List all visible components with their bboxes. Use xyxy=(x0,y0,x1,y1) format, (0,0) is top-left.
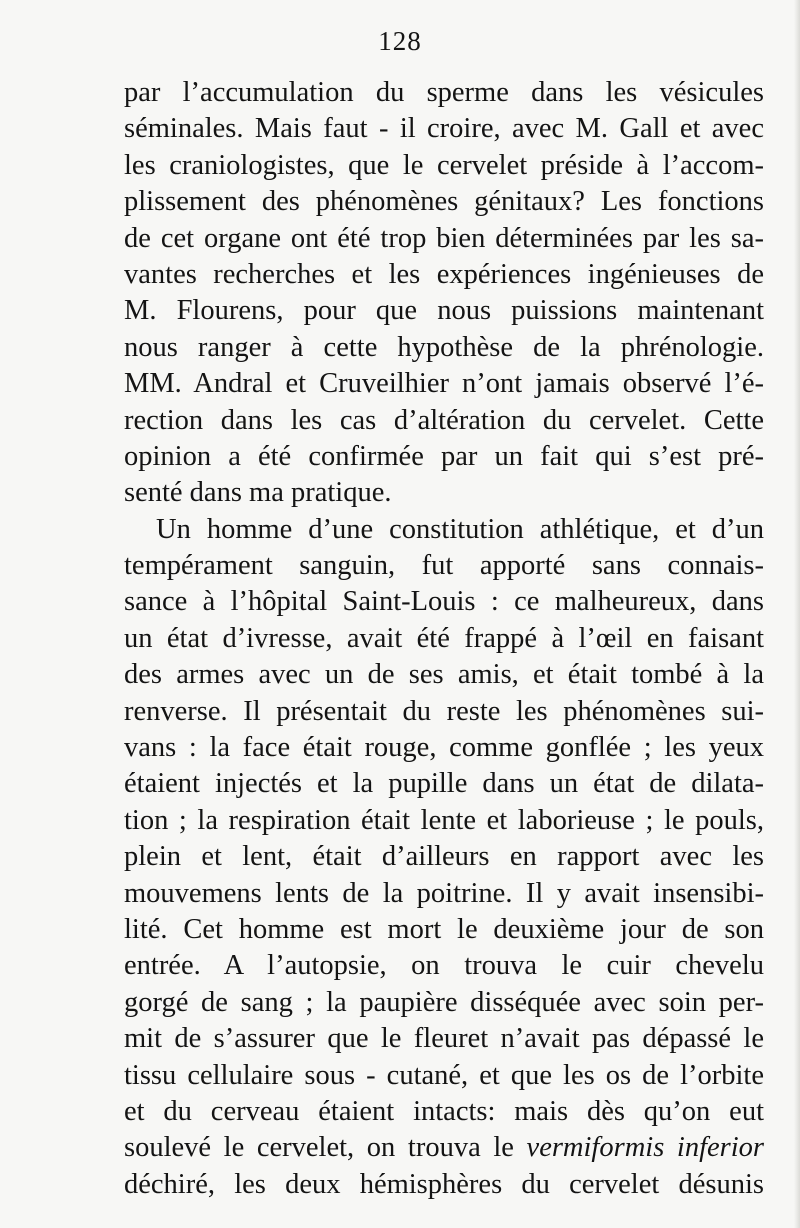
text-line: tissu cellulaire sous - cutané, et que les os de l’orbite xyxy=(124,1059,764,1091)
paragraph-start-line: Un homme d’une constitution athlétique, et d’un xyxy=(156,513,764,545)
line-text: soulevé le cervelet, on trouva le xyxy=(124,1132,527,1164)
text-line: séminales. Mais faut - il croire, avec M. Gall et avec xyxy=(124,113,764,145)
text-line: vantes recherches et les expériences ingénieuses de xyxy=(124,258,764,290)
italic-latin-term: vermiformis inferior xyxy=(526,1132,764,1164)
page-number: 128 xyxy=(378,26,422,56)
text-line: de cet organe ont été trop bien déterminées par les sa- xyxy=(124,222,764,254)
text-line: rection dans les cas d’altération du cervelet. Cette xyxy=(124,404,764,436)
page-edge-shadow xyxy=(794,0,800,1228)
text-line: vans : la face était rouge, comme gonflée ; les yeux xyxy=(124,732,764,764)
text-line-with-italic xyxy=(124,1130,764,1166)
text-line: mit de s’assurer que le fleuret n’avait pas dépassé le xyxy=(124,1023,764,1055)
text-line: M. Flourens, pour que nous puissions maintenant xyxy=(124,295,764,327)
text-line: plissement des phénomènes génitaux? Les fonctions xyxy=(124,186,764,218)
text-line: lité. Cet homme est mort le deuxième jour de son xyxy=(124,913,764,945)
text-line: tempérament sanguin, fut apporté sans connais- xyxy=(124,550,764,582)
text-line: les craniologistes, que le cervelet préside à l’accom- xyxy=(124,149,764,181)
text-line: renverse. Il présentait du reste les phénomènes sui- xyxy=(124,695,764,727)
text-line: opinion a été confirmée par un fait qui s’est pré- xyxy=(124,440,764,472)
text-line: entrée. A l’autopsie, on trouva le cuir chevelu xyxy=(124,950,764,982)
text-line: sance à l’hôpital Saint-Louis : ce malheureux, dans xyxy=(124,586,764,618)
text-line: gorgé de sang ; la paupière disséquée avec soin per- xyxy=(124,986,764,1018)
text-line: MM. Andral et Cruveilhier n’ont jamais observé l’é- xyxy=(124,368,764,400)
text-line: et du cerveau étaient intacts: mais dès qu’on eut xyxy=(124,1095,764,1127)
text-line: par l’accumulation du sperme dans les vésicules xyxy=(124,77,764,108)
text-line: plein et lent, était d’ailleurs en rapport avec les xyxy=(124,841,764,873)
text-line: nous ranger à cette hypothèse de la phrénologie. xyxy=(124,331,764,363)
body-text xyxy=(124,75,764,1203)
text-line: étaient injectés et la pupille dans un état de dilata- xyxy=(124,768,764,800)
text-line: mouvemens lents de la poitrine. Il y avait insensibi- xyxy=(124,877,764,909)
paragraph-end-line: senté dans ma pratique. xyxy=(124,477,392,509)
text-line: tion ; la respiration était lente et laborieuse ; le pouls, xyxy=(124,804,764,836)
text-line: déchiré, les deux hémisphères du cervelet désunis xyxy=(124,1168,764,1200)
text-line: des armes avec un de ses amis, et était tombé à la xyxy=(124,659,764,691)
text-line: un état d’ivresse, avait été frappé à l’œil en faisant xyxy=(124,622,764,654)
